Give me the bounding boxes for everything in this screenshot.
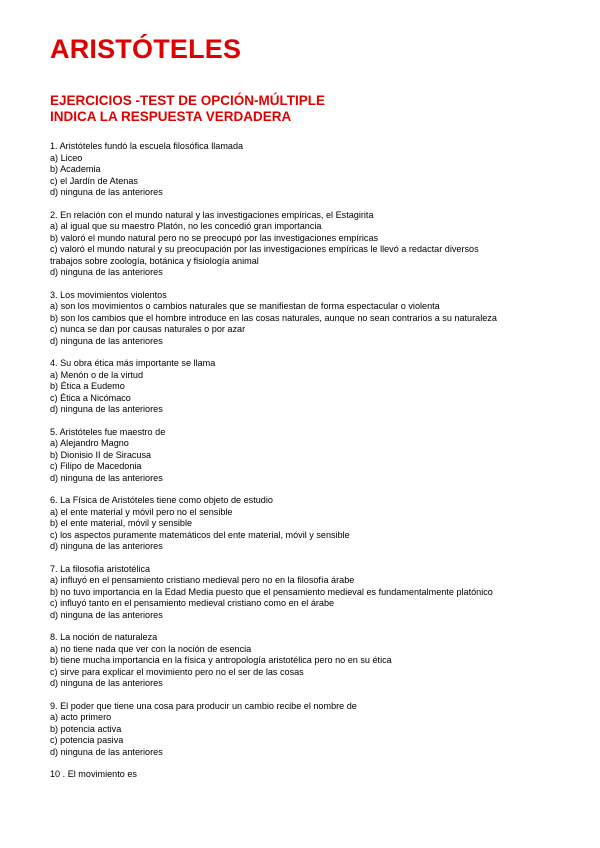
subtitle-line: EJERCICIOS -TEST DE OPCIÓN-MÚLTIPLE bbox=[50, 93, 326, 108]
answer-option: b) Ética a Eudemo bbox=[50, 381, 125, 391]
question-text: 4. Su obra ética más importante se llama bbox=[50, 358, 216, 368]
answer-option: b) potencia activa bbox=[50, 723, 122, 734]
answer-option: c) Filipo de Macedonia bbox=[50, 461, 142, 471]
answer-option: b) no tuvo importancia en la Edad Media puesto que el pensamiento medieval es fundamentalmente platónico bbox=[50, 586, 493, 597]
question-text: 10 . El movimiento es bbox=[50, 769, 137, 779]
question-block bbox=[50, 701, 570, 759]
question-text: 8. La noción de naturaleza bbox=[50, 632, 158, 642]
answer-option: b) Academia bbox=[50, 164, 101, 174]
question-text: 2. En relación con el mundo natural y las investigaciones empíricas, el Estagirita bbox=[50, 209, 374, 220]
answer-option: c) nunca se dan por causas naturales o por azar bbox=[50, 324, 246, 334]
question-text: 6. La Física de Aristóteles tiene como objeto de estudio bbox=[50, 495, 273, 505]
subtitle-line: INDICA LA RESPUESTA VERDADERA bbox=[50, 109, 292, 124]
answer-option: c) influyó tanto en el pensamiento medieval cristiano como en el árabe bbox=[50, 598, 335, 608]
answer-option: d) ninguna de las anteriores bbox=[50, 746, 163, 757]
answer-option: a) al igual que su maestro Platón, no les concedió gran importancia bbox=[50, 221, 322, 231]
question-block bbox=[50, 769, 570, 781]
answer-option: c) potencia pasiva bbox=[50, 735, 124, 745]
answer-option: a) Liceo bbox=[50, 152, 83, 163]
answer-option: a) Menón o de la virtud bbox=[50, 369, 144, 380]
answer-option: b) el ente material, móvil y sensible bbox=[50, 518, 193, 528]
question-text: 3. Los movimientos violentos bbox=[50, 289, 167, 300]
question-text: 5. Aristóteles fue maestro de bbox=[50, 426, 166, 437]
answer-option: b) valoró el mundo natural pero no se preocupó por las investigaciones empíricas bbox=[50, 232, 379, 243]
answer-option: d) ninguna de las anteriores bbox=[50, 472, 163, 483]
answer-option: b) Dionisio II de Siracusa bbox=[50, 449, 152, 460]
answer-option: d) ninguna de las anteriores bbox=[50, 335, 163, 346]
answer-option: a) son los movimientos o cambios naturales que se manifiestan de forma espectacular o violenta bbox=[50, 301, 440, 311]
question-block bbox=[50, 141, 570, 199]
answer-option: a) el ente material y móvil pero no el sensible bbox=[50, 506, 233, 517]
answer-option: c) Ética a Nicómaco bbox=[50, 392, 131, 403]
answer-option: d) ninguna de las anteriores bbox=[50, 187, 163, 197]
answer-option: d) ninguna de las anteriores bbox=[50, 678, 163, 688]
question-block bbox=[50, 358, 570, 416]
question-block bbox=[50, 495, 570, 553]
question-block bbox=[50, 427, 570, 485]
answer-option: a) no tiene nada que ver con la noción de esencia bbox=[50, 643, 252, 654]
document-subtitle bbox=[50, 93, 325, 125]
question-list bbox=[50, 141, 570, 792]
answer-option: a) Alejandro Magno bbox=[50, 438, 129, 448]
answer-option: trabajos sobre zoología, botánica y fisiología animal bbox=[50, 255, 259, 266]
answer-option: d) ninguna de las anteriores bbox=[50, 541, 163, 551]
answer-option: b) tiene mucha importancia en la física y antropología aristotélica pero no en su ética bbox=[50, 655, 392, 665]
answer-option: a) influyó en el pensamiento cristiano medieval pero no en la filosofía árabe bbox=[50, 575, 355, 585]
question-text: 1. Aristóteles fundó la escuela filosófica llamada bbox=[50, 141, 244, 151]
answer-option: c) valoró el mundo natural y su preocupación por las investigaciones empíricas le llevó a redactar diversos bbox=[50, 244, 479, 254]
question-block bbox=[50, 290, 570, 348]
answer-option: a) acto primero bbox=[50, 712, 112, 722]
question-text: 9. El poder que tiene una cosa para producir un cambio recibe el nombre de bbox=[50, 700, 357, 711]
question-block bbox=[50, 632, 570, 690]
answer-option: d) ninguna de las anteriores bbox=[50, 609, 163, 620]
document-title: ARISTÓTELES bbox=[50, 34, 242, 64]
question-text: 7. La filosofía aristotélica bbox=[50, 563, 151, 574]
answer-option: d) ninguna de las anteriores bbox=[50, 267, 163, 277]
answer-option: b) son los cambios que el hombre introduce en las cosas naturales, aunque no sean contrarios a su naturaleza bbox=[50, 312, 497, 323]
answer-option: c) el Jardín de Atenas bbox=[50, 175, 138, 186]
answer-option: c) sirve para explicar el movimiento pero no el ser de las cosas bbox=[50, 666, 304, 677]
question-block bbox=[50, 564, 570, 622]
answer-option: d) ninguna de las anteriores bbox=[50, 404, 163, 414]
answer-option: c) los aspectos puramente matemáticos del ente material, móvil y sensible bbox=[50, 529, 350, 540]
question-block bbox=[50, 210, 570, 279]
